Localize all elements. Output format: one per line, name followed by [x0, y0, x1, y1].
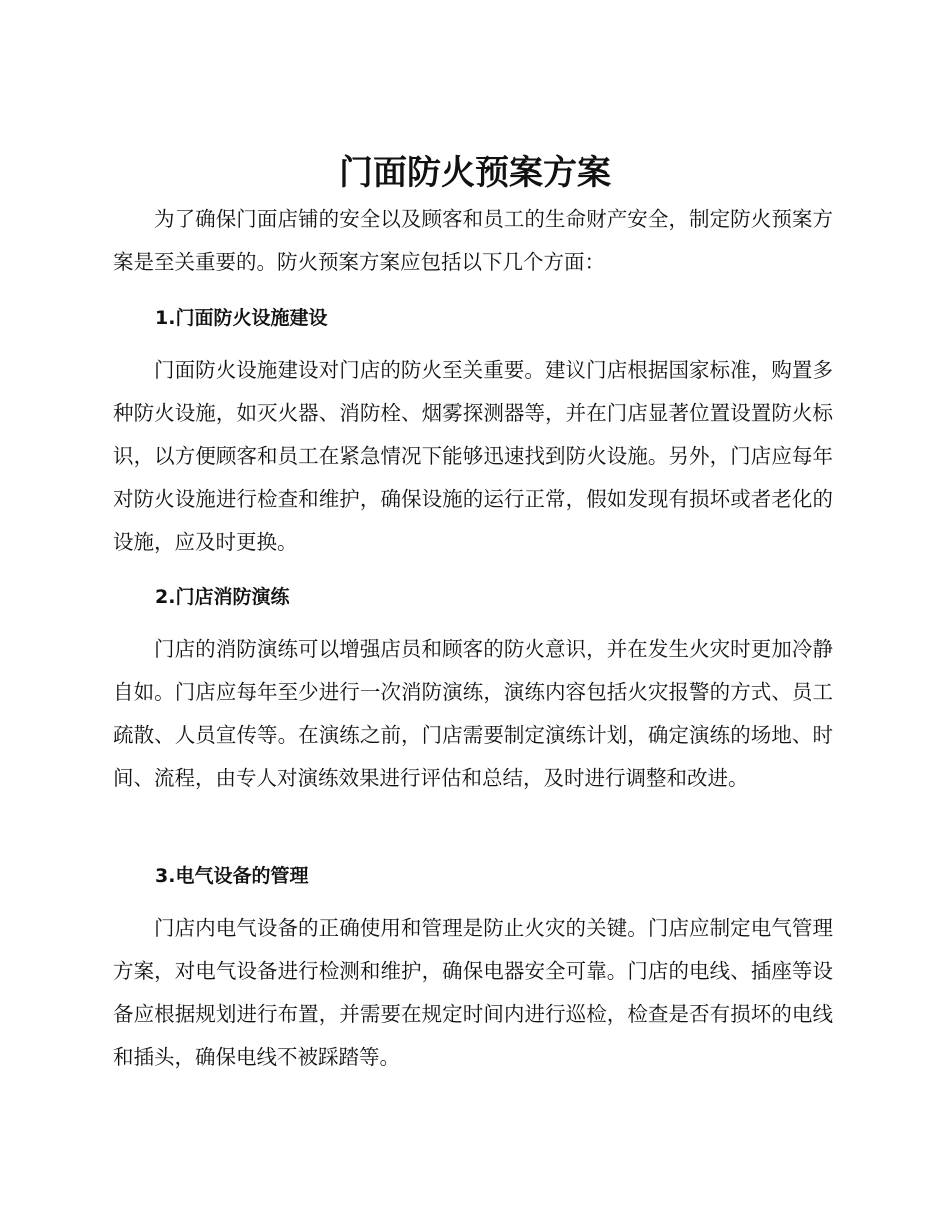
document-title: 门面防火预案方案: [339, 153, 611, 193]
section-heading-3: 3.电气设备的管理: [155, 865, 309, 887]
section-heading-2: 2.门店消防演练: [155, 586, 290, 608]
section-body-2: 门店的消防演练可以增强店员和顾客的防火意识，并在发生火灾时更加冷静自如。门店应每年至少进行一次消防演练，演练内容包括火灾报警的方式、员工疏散、人员宣传等。在演练之前，门店需要制定演练计划，确定演练的场地、时间、流程，由专人对演练效果进行评估和总结，及时进行调整和改进。: [113, 637, 833, 790]
section-body-3: 门店内电气设备的正确使用和管理是防止火灾的关键。门店应制定电气管理方案，对电气设备进行检测和维护，确保电器安全可靠。门店的电线、插座等设备应根据规划进行布置，并需要在规定时间内进行巡检，检查是否有损坏的电线和插头，确保电线不被踩踏等。: [113, 916, 833, 1069]
section-body-1: 门面防火设施建设对门店的防火至关重要。建议门店根据国家标准，购置多种防火设施，如灭火器、消防栓、烟雾探测器等，并在门店显著位置设置防火标识，以方便顾客和员工在紧急情况下能够迅速找到防火设施。另外，门店应每年对防火设施进行检查和维护，确保设施的运行正常，假如发现有损坏或者老化的设施，应及时更换。: [113, 358, 833, 554]
section-heading-1: 1.门面防火设施建设: [155, 307, 328, 329]
intro-paragraph: 为了确保门面店铺的安全以及顾客和员工的生命财产安全，制定防火预案方案是至关重要的。防火预案方案应包括以下几个方面：: [113, 207, 833, 274]
